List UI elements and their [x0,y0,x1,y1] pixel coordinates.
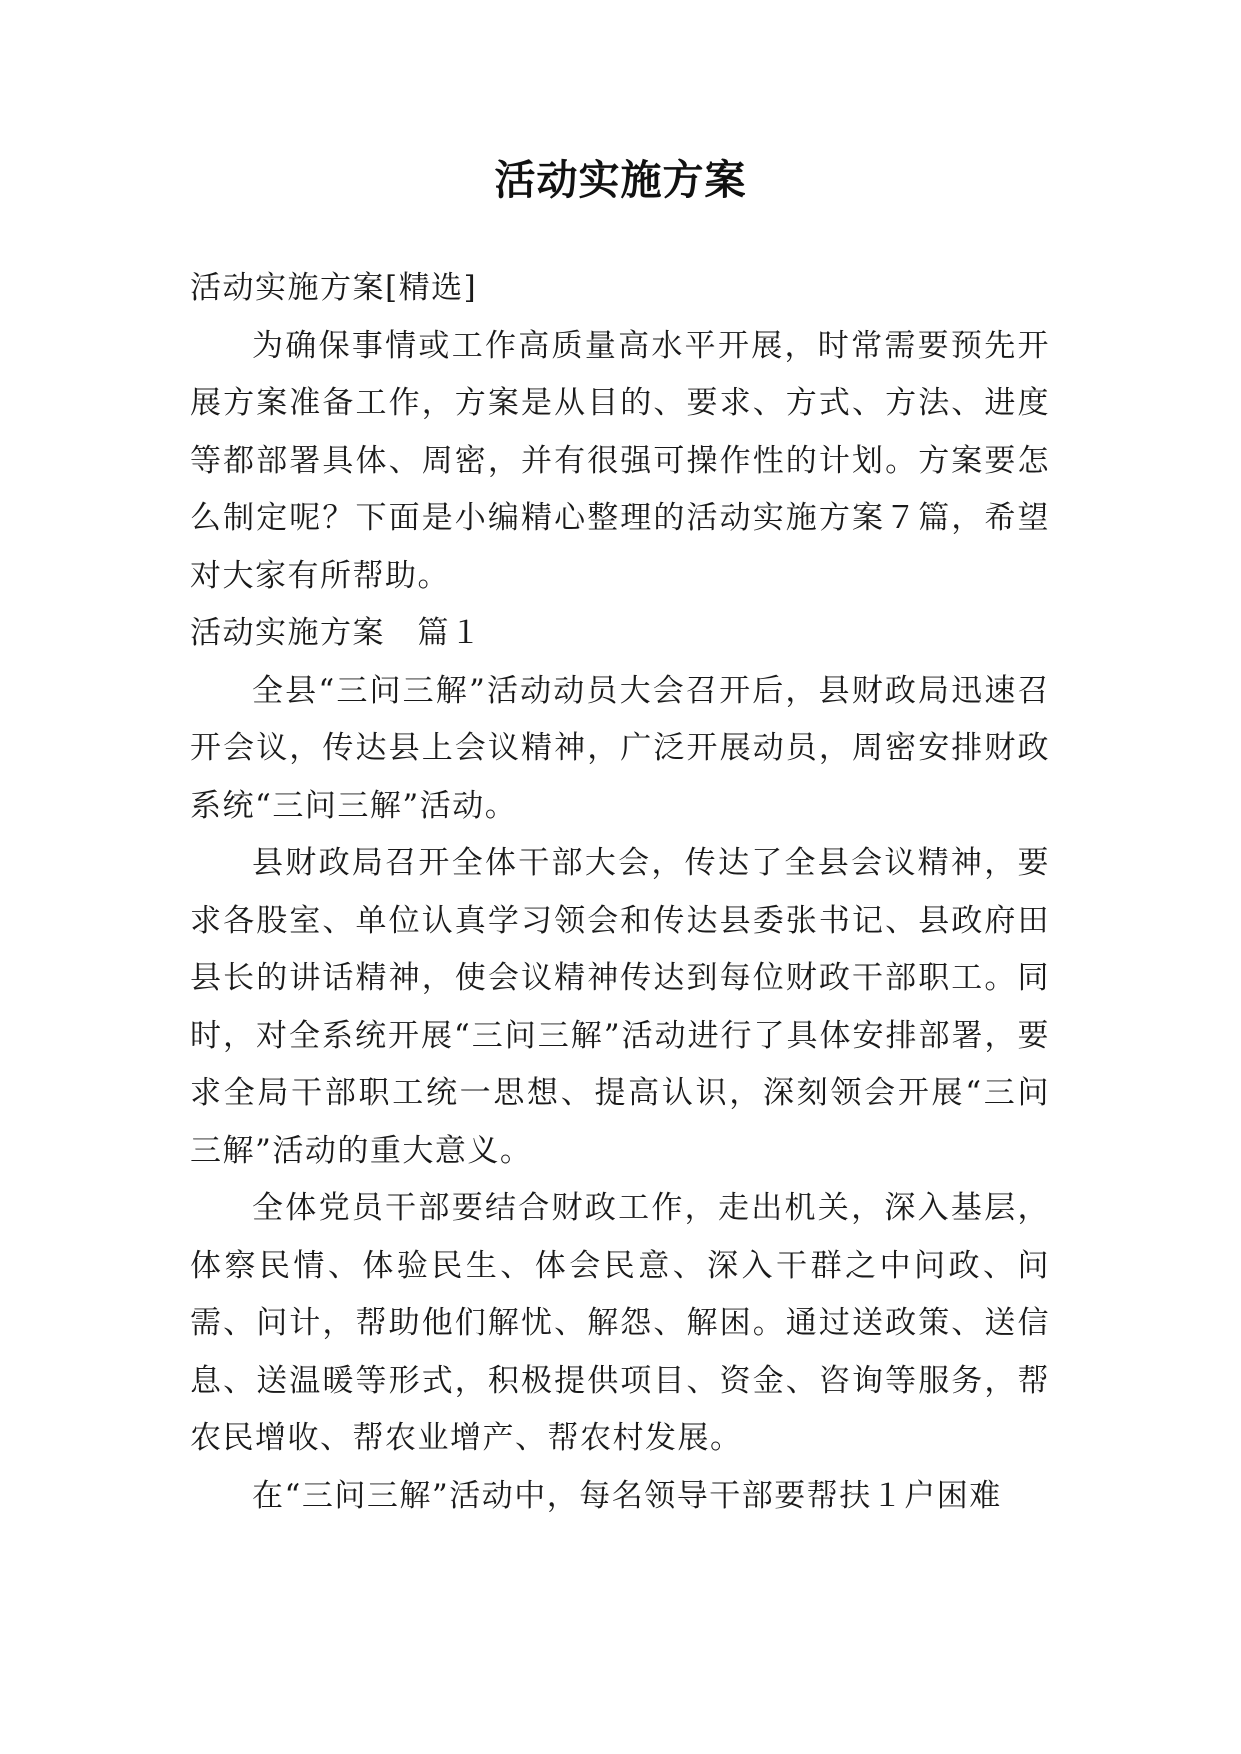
document-body [190,260,1050,1525]
intro-paragraph: 为确保事情或工作高质量高水平开展，时常需要预先开展方案准备工作，方案是从目的、要求、方式、方法、进度等都部署具体、周密，并有很强可操作性的计划。方案要怎么制定呢？下面是小编精心整理的活动实施方案７篇，希望对大家有所帮助。 [190,327,1050,594]
body-paragraph: 县财政局召开全体干部大会，传达了全县会议精神，要求各股室、单位认真学习领会和传达县委张书记、县政府田县长的讲话精神，使会议精神传达到每位财政干部职工。同时，对全系统开展“三问三解”活动进行了具体安排部署，要求全局干部职工统一思想、提高认识，深刻领会开展“三问三解”活动的重大意义。 [190,845,1050,1169]
body-paragraph: 全县“三问三解”活动动员大会召开后，县财政局迅速召开会议，传达县上会议精神，广泛开展动员，周密安排财政系统“三问三解”活动。 [190,672,1050,824]
body-paragraph: 全体党员干部要结合财政工作，走出机关，深入基层，体察民情、体验民生、体会民意、深入干群之中问政、问需、问计，帮助他们解忧、解怨、解困。通过送政策、送信息、送温暖等形式，积极提供项目、资金、咨询等服务，帮农民增收、帮农业增产、帮农村发展。 [190,1190,1050,1456]
document-subtitle: 活动实施方案[精选] [190,270,478,306]
body-paragraph: 在“三问三解”活动中，每名领导干部要帮扶１户困难 [252,1477,1002,1514]
document-title: 活动实施方案 [494,156,747,204]
section-heading: 活动实施方案 篇１ [190,615,483,651]
